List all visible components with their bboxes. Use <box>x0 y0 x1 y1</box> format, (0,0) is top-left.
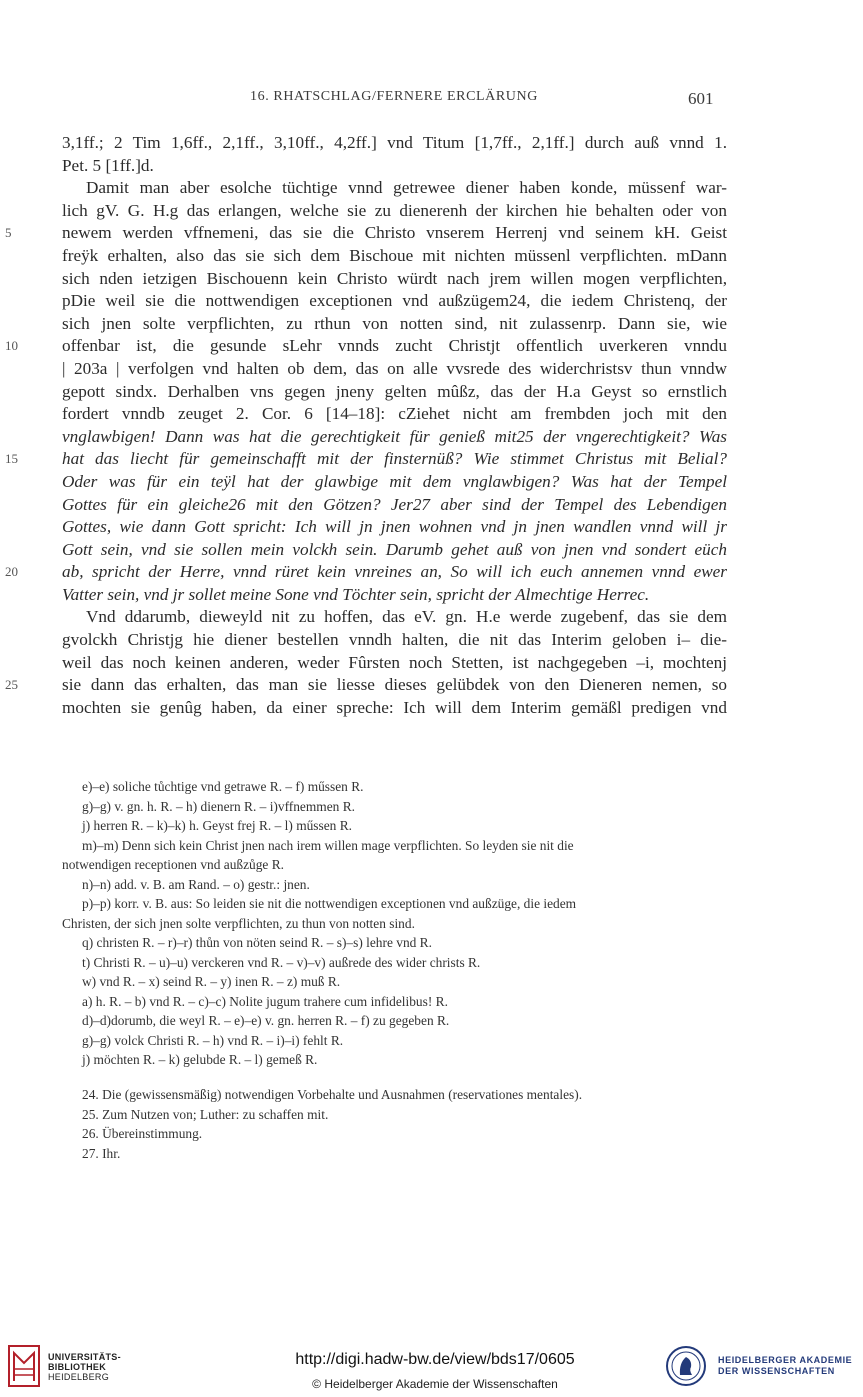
apparatus-line: d)–d)dorumb, die weyl R. – e)–e) v. gn. herren R. – f) zu gegeben R. <box>82 1013 450 1028</box>
line-text: fordert vnndb zeuget 2. Cor. 6 [14–18]: cZiehet nicht am frembden joch mit den <box>62 404 727 424</box>
apparatus-line: g)–g) volck Christi R. – h) vnd R. – i)–i) fehlt R. <box>82 1032 344 1048</box>
footnotes <box>62 1085 727 1163</box>
line-text: Gottes für ein gleiche26 mit den Götzen? Jer27 aber sind der Tempel des Lebendigen <box>62 494 727 514</box>
permalink-url[interactable]: http://digi.hadw-bw.de/view/bds17/0605 <box>295 1351 575 1368</box>
text-line <box>62 155 727 178</box>
apparatus-line: notwendigen receptionen vnd außzůge R. <box>62 857 284 872</box>
line-text: Gottes, wie dann Gott spricht: Ich will jn jnen wohnen vnd jn jnen wandlen vnnd will jr <box>62 517 727 537</box>
line-text: mochten sie genûg haben, da einer spreche: Ich will dem Interim gemäßl predigen vnd <box>62 697 727 717</box>
text-line <box>5 561 727 584</box>
line-text: sich nden ietzigen Bischouenn kein Christo würdt nach jrem willen mogen verpflichten, <box>62 268 727 288</box>
text-line <box>62 697 727 720</box>
library-name-line: BIBLIOTHEK <box>48 1362 106 1372</box>
apparatus-line: j) möchten R. – k) gelubde R. – l) gemeß R. <box>82 1052 318 1067</box>
text-line <box>62 132 727 155</box>
line-number: 10 <box>5 338 18 354</box>
library-name-line: HEIDELBERG <box>48 1372 110 1382</box>
line-text: lich gV. G. H.g das erlangen, welche sie zu dienerenh der kirchen hie behalten oder von <box>62 200 727 220</box>
line-text: newem werden vffnemeni, das sie die Christo vnserem Herrenj vnd seinem kH. Geist <box>62 223 727 243</box>
text-line <box>62 426 727 449</box>
copyright-notice: © Heidelberger Akademie der Wissenschaften <box>312 1377 558 1391</box>
library-name-line: UNIVERSITÄTS- <box>48 1352 121 1362</box>
footnote: 27. Ihr. <box>82 1145 121 1161</box>
line-text: hat das liecht für gemeinschafft mit der finsternüß? Wie stimmet Christus mit Belial? <box>62 449 727 469</box>
critical-apparatus <box>62 777 727 1070</box>
text-line <box>5 222 727 245</box>
main-text <box>5 132 727 719</box>
apparatus-line: t) Christi R. – u)–u) verckeren vnd R. – v)–v) außrede des wider christs R. <box>82 954 481 970</box>
academy-seal-icon <box>665 1345 707 1387</box>
text-line <box>62 516 727 539</box>
text-line <box>5 335 727 358</box>
text-line <box>62 403 727 426</box>
line-text: freÿk erhalten, also das sie sich dem Bischoue mit nichten müssenl verpflichten. mDann <box>62 245 727 265</box>
line-text: gepott sindx. Derhalben vns gegen jneny gelten mûßz, das der H.a Geyst so ernstlich <box>62 381 727 401</box>
text-line <box>62 652 727 675</box>
apparatus-line: m)–m) Denn sich kein Christ jnen nach irem willen mage verpflichten. So leyden sie nit die <box>82 837 574 853</box>
apparatus-line: j) herren R. – k)–k) h. Geyst frej R. – l) műssen R. <box>82 818 352 833</box>
apparatus-line: p)–p) korr. v. B. aus: So leiden sie nit die nottwendigen exceptionen vnd außzüge, die iedem <box>82 896 577 911</box>
line-text: Oder was für ein teÿl hat der glawbige mit dem vnglawbigen? Was hat der Tempel <box>62 471 727 491</box>
running-title: 16. RHATSCHLAG/FERNERE ERCLÄRUNG <box>250 89 538 104</box>
line-number: 15 <box>5 451 18 467</box>
apparatus-line: w) vnd R. – x) seind R. – y) inen R. – z) muß R. <box>82 974 341 989</box>
line-text: sie dann das erhalten, das man sie liesse dieses gelübdek von den Dieneren nemen, so <box>62 675 727 695</box>
apparatus-line: q) christen R. – r)–r) thůn von nöten seind R. – s)–s) lehre vnd R. <box>82 935 432 950</box>
text-line <box>5 448 727 471</box>
text-line <box>62 629 727 652</box>
line-number: 25 <box>5 677 18 693</box>
line-number: 20 <box>5 564 18 580</box>
text-line <box>62 245 727 268</box>
line-text: pDie weil sie die nottwendigen exceptionen vnd außzügem24, die iedem Christenq, der <box>62 291 727 311</box>
line-text: weil das noch keinen anderen, weder Fûrsten noch Stetten, ist nachgegeben –i, mochtenj <box>62 652 727 672</box>
academy-name-line: HEIDELBERGER AKADEMIE <box>718 1355 853 1365</box>
footnote: 24. Die (gewissensmäßig) notwendigen Vorbehalte und Ausnahmen (reservationes mentales). <box>82 1087 583 1102</box>
academy-name <box>718 1355 852 1377</box>
line-text: ab, spricht der Herre, vnnd rüret kein vnreines an, So will ich euch annemen vnnd ewer <box>62 562 727 582</box>
line-text: 3,1ff.; 2 Tim 1,6ff., 2,1ff., 3,10ff., 4,2ff.] vnd Titum [1,7ff., 2,1ff.] durch auß vnnd 1. <box>62 133 727 152</box>
text-line <box>62 313 727 336</box>
page-header <box>0 89 863 113</box>
university-library-logo-icon <box>8 1345 40 1387</box>
library-name <box>48 1352 121 1382</box>
apparatus-line: n)–n) add. v. B. am Rand. – o) gestr.: jnen. <box>82 876 310 892</box>
line-text: | 203a | verfolgen vnd halten ob dem, das on alle vvsrede des widerchristsv thun vnndw <box>62 358 727 378</box>
line-text: sich jnen solte verpflichten, zu rthun von notten sind, nit zulassenrp. Dann sie, wie <box>62 313 727 333</box>
text-line <box>5 674 727 697</box>
apparatus-line: a) h. R. – b) vnd R. – c)–c) Nolite jugum trahere cum infidelibus! R. <box>82 993 448 1009</box>
text-line <box>62 200 727 223</box>
text-line <box>62 268 727 291</box>
text-line <box>62 539 727 562</box>
text-line <box>62 494 727 517</box>
line-number: 5 <box>5 225 12 241</box>
line-text: Pet. 5 [1ff.]d. <box>62 155 154 175</box>
line-text: Vnd ddarumb, dieweyld nit zu hoffen, das eV. gn. H.e werde zugebenf, das sie dem <box>86 607 727 627</box>
apparatus-line: Christen, der sich jnen solte verpflichten, zu thun von notten sind. <box>62 915 415 931</box>
line-text: Gott sein, vnd sie sollen mein volckh sein. Darumb gehet auß von jnen vnd sondert eüch <box>62 539 727 559</box>
text-line <box>62 290 727 313</box>
page-number: 601 <box>688 89 714 108</box>
line-text: Damit man aber esolche tüchtige vnnd getrewee diener haben konde, müssenf war- <box>86 178 727 198</box>
footnote: 25. Zum Nutzen von; Luther: zu schaffen mit. <box>82 1106 329 1122</box>
line-text: vnglawbigen! Dann was hat die gerechtigkeit für genieß mit25 der vngerechtigkeit? Was <box>62 426 727 446</box>
text-line <box>62 584 727 607</box>
academy-name-line: DER WISSENSCHAFTEN <box>718 1366 835 1376</box>
apparatus-line: g)–g) v. gn. h. R. – h) dienern R. – i)vffnemmen R. <box>82 798 355 814</box>
text-line <box>62 381 727 404</box>
text-line <box>62 358 727 381</box>
text-line <box>62 471 727 494</box>
text-line <box>62 177 727 200</box>
apparatus-line: e)–e) soliche tůchtige vnd getrawe R. – f) műssen R. <box>82 779 364 794</box>
page-footer <box>0 1335 863 1397</box>
line-text: gvolckh Christjg hie diener bestellen vnndh halten, die nit das Interim geloben i– die- <box>62 630 727 650</box>
footnote: 26. Übereinstimmung. <box>82 1126 203 1141</box>
text-line <box>62 606 727 629</box>
line-text: offenbar ist, die gesunde sLehr vnnds zucht Christjt offentlich uverkeren vnndu <box>62 336 727 356</box>
line-text: Vatter sein, vnd jr sollet meine Sone vnd Töchter sein, spricht der Almechtige Herrec. <box>62 584 650 604</box>
